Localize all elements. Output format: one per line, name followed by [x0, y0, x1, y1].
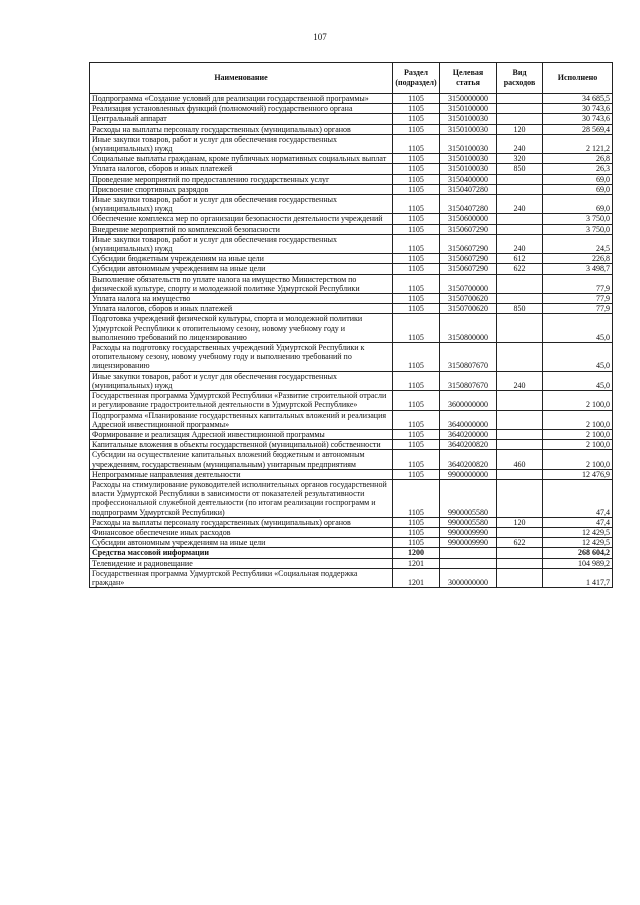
cell-name: Иные закупки товаров, работ и услуг для обеспечения государственных (муниципальных) нужд [90, 195, 393, 214]
cell-amount: 3 750,0 [543, 224, 613, 234]
cell-article: 9900009990 [440, 538, 497, 548]
table-row [90, 214, 613, 224]
cell-article: 3640000000 [440, 410, 497, 429]
cell-name: Внедрение мероприятий по комплексной безопасности [90, 224, 393, 234]
cell-expense-type: 120 [497, 517, 543, 527]
cell-article: 3150100030 [440, 134, 497, 153]
cell-amount: 2 100,0 [543, 450, 613, 469]
cell-article: 3150700000 [440, 274, 497, 293]
cell-expense-type [497, 558, 543, 568]
cell-article: 3150607290 [440, 234, 497, 253]
cell-expense-type [497, 184, 543, 194]
table-row [90, 104, 613, 114]
cell-expense-type: 850 [497, 304, 543, 314]
cell-name: Субсидии на осуществление капитальных вложений бюджетным и автономным учреждениям, государственным (муниципальным) унитарным предприятиям [90, 450, 393, 469]
cell-amount: 2 100,0 [543, 429, 613, 439]
cell-article: 3150407280 [440, 195, 497, 214]
cell-article: 3150000000 [440, 94, 497, 104]
cell-section: 1105 [393, 264, 440, 274]
cell-article: 3150700620 [440, 304, 497, 314]
table-row [90, 558, 613, 568]
cell-name: Подпрограмма «Планирование государственных капитальных вложений и реализация Адресной инвестиционной программы» [90, 410, 393, 429]
cell-amount: 2 100,0 [543, 440, 613, 450]
cell-section: 1105 [393, 538, 440, 548]
cell-article: 9900005580 [440, 517, 497, 527]
table-row [90, 294, 613, 304]
table-row [90, 429, 613, 439]
cell-expense-type: 120 [497, 124, 543, 134]
table-row [90, 124, 613, 134]
cell-section: 1105 [393, 174, 440, 184]
table-row [90, 391, 613, 410]
cell-amount: 77,9 [543, 294, 613, 304]
table-body [90, 94, 613, 588]
cell-section: 1105 [393, 214, 440, 224]
cell-section: 1105 [393, 274, 440, 293]
cell-amount: 3 498,7 [543, 264, 613, 274]
cell-expense-type [497, 391, 543, 410]
cell-name: Обеспечение комплекса мер по организации безопасности деятельности учреждений [90, 214, 393, 224]
table-row [90, 343, 613, 372]
cell-expense-type [497, 214, 543, 224]
cell-expense-type: 622 [497, 538, 543, 548]
cell-article: 3150100000 [440, 104, 497, 114]
cell-section: 1105 [393, 154, 440, 164]
table-row [90, 527, 613, 537]
cell-article: 9900009990 [440, 527, 497, 537]
cell-amount: 226,8 [543, 254, 613, 264]
table-row [90, 114, 613, 124]
table-row [90, 234, 613, 253]
cell-section: 1201 [393, 558, 440, 568]
cell-name: Присвоение спортивных разрядов [90, 184, 393, 194]
cell-name: Расходы на выплаты персоналу государственных (муниципальных) органов [90, 124, 393, 134]
cell-section: 1105 [393, 254, 440, 264]
cell-name: Государственная программа Удмуртской Республики «Развитие строительной отрасли и регулирование градостроительной деятельности в Удмуртской Республике» [90, 391, 393, 410]
cell-expense-type [497, 469, 543, 479]
cell-amount: 47,4 [543, 517, 613, 527]
cell-article [440, 558, 497, 568]
cell-amount: 45,0 [543, 314, 613, 343]
table-row [90, 568, 613, 587]
cell-expense-type [497, 343, 543, 372]
table-row [90, 254, 613, 264]
table-row [90, 264, 613, 274]
cell-section: 1105 [393, 195, 440, 214]
cell-name: Непрограммные направления деятельности [90, 469, 393, 479]
cell-name: Реализация установленных функций (полномочий) государственного органа [90, 104, 393, 114]
cell-section: 1105 [393, 391, 440, 410]
cell-expense-type [497, 314, 543, 343]
table-row [90, 450, 613, 469]
cell-name: Финансовое обеспечение иных расходов [90, 527, 393, 537]
cell-name: Формирование и реализация Адресной инвестиционной программы [90, 429, 393, 439]
cell-section: 1105 [393, 94, 440, 104]
cell-article: 3150400000 [440, 174, 497, 184]
cell-name: Средства массовой информации [90, 548, 393, 558]
cell-amount: 1 417,7 [543, 568, 613, 587]
cell-amount: 28 569,4 [543, 124, 613, 134]
cell-section: 1105 [393, 104, 440, 114]
cell-section: 1105 [393, 429, 440, 439]
cell-amount: 104 989,2 [543, 558, 613, 568]
cell-section: 1105 [393, 517, 440, 527]
cell-amount: 30 743,6 [543, 104, 613, 114]
cell-amount: 77,9 [543, 304, 613, 314]
cell-expense-type: 612 [497, 254, 543, 264]
table-row [90, 164, 613, 174]
cell-amount: 2 100,0 [543, 410, 613, 429]
cell-amount: 69,0 [543, 195, 613, 214]
cell-expense-type [497, 548, 543, 558]
cell-section: 1105 [393, 164, 440, 174]
cell-name: Субсидии бюджетным учреждениям на иные цели [90, 254, 393, 264]
table-row [90, 440, 613, 450]
cell-name: Уплата налога на имущество [90, 294, 393, 304]
cell-name: Капитальные вложения в объекты государственной (муниципальной) собственности [90, 440, 393, 450]
cell-amount: 26,3 [543, 164, 613, 174]
page-number: 107 [313, 32, 327, 42]
cell-expense-type [497, 174, 543, 184]
cell-section: 1105 [393, 527, 440, 537]
header-expense-type: Вид расходов [497, 63, 543, 94]
cell-article: 3150100030 [440, 114, 497, 124]
cell-expense-type: 240 [497, 371, 543, 390]
cell-section: 1105 [393, 479, 440, 517]
cell-article: 3150607290 [440, 254, 497, 264]
header-name: Наименование [90, 63, 393, 94]
cell-section: 1201 [393, 568, 440, 587]
cell-expense-type: 850 [497, 164, 543, 174]
cell-name: Субсидии автономным учреждениям на иные цели [90, 538, 393, 548]
cell-expense-type [497, 410, 543, 429]
cell-expense-type: 622 [497, 264, 543, 274]
cell-article: 3150600000 [440, 214, 497, 224]
table-row [90, 224, 613, 234]
cell-expense-type [497, 224, 543, 234]
cell-section: 1105 [393, 314, 440, 343]
cell-section: 1105 [393, 304, 440, 314]
table-row [90, 517, 613, 527]
budget-table [89, 62, 613, 588]
cell-amount: 69,0 [543, 174, 613, 184]
cell-article: 3150607290 [440, 224, 497, 234]
cell-name: Телевидение и радиовещание [90, 558, 393, 568]
cell-name: Центральный аппарат [90, 114, 393, 124]
cell-amount: 47,4 [543, 479, 613, 517]
cell-amount: 77,9 [543, 274, 613, 293]
cell-amount: 2 100,0 [543, 391, 613, 410]
table-row [90, 184, 613, 194]
table-row [90, 274, 613, 293]
cell-name: Социальные выплаты гражданам, кроме публичных нормативных социальных выплат [90, 154, 393, 164]
cell-expense-type [497, 114, 543, 124]
cell-amount: 12 429,5 [543, 527, 613, 537]
cell-article: 3150100030 [440, 124, 497, 134]
cell-expense-type [497, 568, 543, 587]
cell-article: 9900000000 [440, 469, 497, 479]
cell-name: Иные закупки товаров, работ и услуг для обеспечения государственных (муниципальных) нужд [90, 371, 393, 390]
cell-name: Подготовка учреждений физической культуры, спорта и молодежной политики Удмуртской Республики к отопительному сезону, новому учебному году и выполнению требований по лицензированию [90, 314, 393, 343]
cell-section: 1105 [393, 440, 440, 450]
cell-expense-type: 240 [497, 195, 543, 214]
cell-amount: 45,0 [543, 343, 613, 372]
cell-expense-type [497, 527, 543, 537]
table-row [90, 134, 613, 153]
cell-section: 1105 [393, 450, 440, 469]
cell-section: 1105 [393, 234, 440, 253]
table-row [90, 195, 613, 214]
cell-section: 1105 [393, 371, 440, 390]
cell-article: 3640200820 [440, 450, 497, 469]
table-row [90, 304, 613, 314]
cell-name: Иные закупки товаров, работ и услуг для обеспечения государственных (муниципальных) нужд [90, 234, 393, 253]
header-article: Целевая статья [440, 63, 497, 94]
table-row [90, 410, 613, 429]
cell-section: 1105 [393, 184, 440, 194]
table-row [90, 548, 613, 558]
cell-section: 1105 [393, 124, 440, 134]
cell-expense-type [497, 429, 543, 439]
cell-section: 1200 [393, 548, 440, 558]
cell-name: Расходы на выплаты персоналу государственных (муниципальных) органов [90, 517, 393, 527]
cell-amount: 69,0 [543, 184, 613, 194]
cell-article: 3000000000 [440, 568, 497, 587]
table-row [90, 469, 613, 479]
cell-article: 3150800000 [440, 314, 497, 343]
cell-article: 3150407280 [440, 184, 497, 194]
cell-name: Выполнение обязательств по уплате налога на имущество Министерством по физической культуре, спорту и молодежной политике Удмуртской Республики [90, 274, 393, 293]
cell-amount: 12 476,9 [543, 469, 613, 479]
table-header-row [90, 63, 613, 94]
cell-section: 1105 [393, 224, 440, 234]
cell-amount: 34 685,5 [543, 94, 613, 104]
cell-amount: 30 743,6 [543, 114, 613, 124]
table-row [90, 174, 613, 184]
cell-amount: 12 429,5 [543, 538, 613, 548]
cell-article [440, 548, 497, 558]
cell-article: 3150807670 [440, 343, 497, 372]
cell-expense-type [497, 479, 543, 517]
header-section: Раздел (подраздел) [393, 63, 440, 94]
cell-section: 1105 [393, 343, 440, 372]
cell-amount: 26,8 [543, 154, 613, 164]
cell-name: Уплата налогов, сборов и иных платежей [90, 304, 393, 314]
cell-article: 3150100030 [440, 164, 497, 174]
cell-expense-type [497, 274, 543, 293]
cell-article: 3150100030 [440, 154, 497, 164]
cell-article: 9900005580 [440, 479, 497, 517]
table-row [90, 314, 613, 343]
cell-amount: 3 750,0 [543, 214, 613, 224]
cell-name: Иные закупки товаров, работ и услуг для обеспечения государственных (муниципальных) нужд [90, 134, 393, 153]
cell-name: Расходы на подготовку государственных учреждений Удмуртской Республики к отопительному сезону, новому учебному году и выполнению требований по лицензированию [90, 343, 393, 372]
cell-article: 3600000000 [440, 391, 497, 410]
cell-expense-type [497, 294, 543, 304]
cell-expense-type: 460 [497, 450, 543, 469]
cell-section: 1105 [393, 294, 440, 304]
cell-name: Государственная программа Удмуртской Республики «Социальная поддержка граждан» [90, 568, 393, 587]
cell-article: 3150700620 [440, 294, 497, 304]
cell-name: Субсидии автономным учреждениям на иные цели [90, 264, 393, 274]
cell-expense-type [497, 94, 543, 104]
table-row [90, 154, 613, 164]
cell-article: 3640200000 [440, 429, 497, 439]
cell-amount: 2 121,2 [543, 134, 613, 153]
cell-article: 3640200820 [440, 440, 497, 450]
cell-section: 1105 [393, 469, 440, 479]
table-row [90, 479, 613, 517]
cell-amount: 45,0 [543, 371, 613, 390]
cell-expense-type [497, 104, 543, 114]
cell-section: 1105 [393, 114, 440, 124]
cell-article: 3150607290 [440, 264, 497, 274]
cell-expense-type: 240 [497, 234, 543, 253]
cell-expense-type [497, 440, 543, 450]
cell-expense-type: 320 [497, 154, 543, 164]
cell-section: 1105 [393, 410, 440, 429]
cell-section: 1105 [393, 134, 440, 153]
cell-name: Проведение мероприятий по предоставлению государственных услуг [90, 174, 393, 184]
cell-name: Подпрограмма «Создание условий для реализации государственной программы» [90, 94, 393, 104]
cell-name: Расходы на стимулирование руководителей исполнительных органов государственной власти Удмуртской Республики в зависимости от показателей результативности профессиональной служебной деятельности (по итогам реализации госпрограмм и подпрограмм Удмуртской Республики) [90, 479, 393, 517]
cell-article: 3150807670 [440, 371, 497, 390]
table-row [90, 94, 613, 104]
cell-amount: 268 604,2 [543, 548, 613, 558]
cell-amount: 24,5 [543, 234, 613, 253]
cell-name: Уплата налогов, сборов и иных платежей [90, 164, 393, 174]
cell-expense-type: 240 [497, 134, 543, 153]
header-amount: Исполнено [543, 63, 613, 94]
table-row [90, 538, 613, 548]
table-row [90, 371, 613, 390]
